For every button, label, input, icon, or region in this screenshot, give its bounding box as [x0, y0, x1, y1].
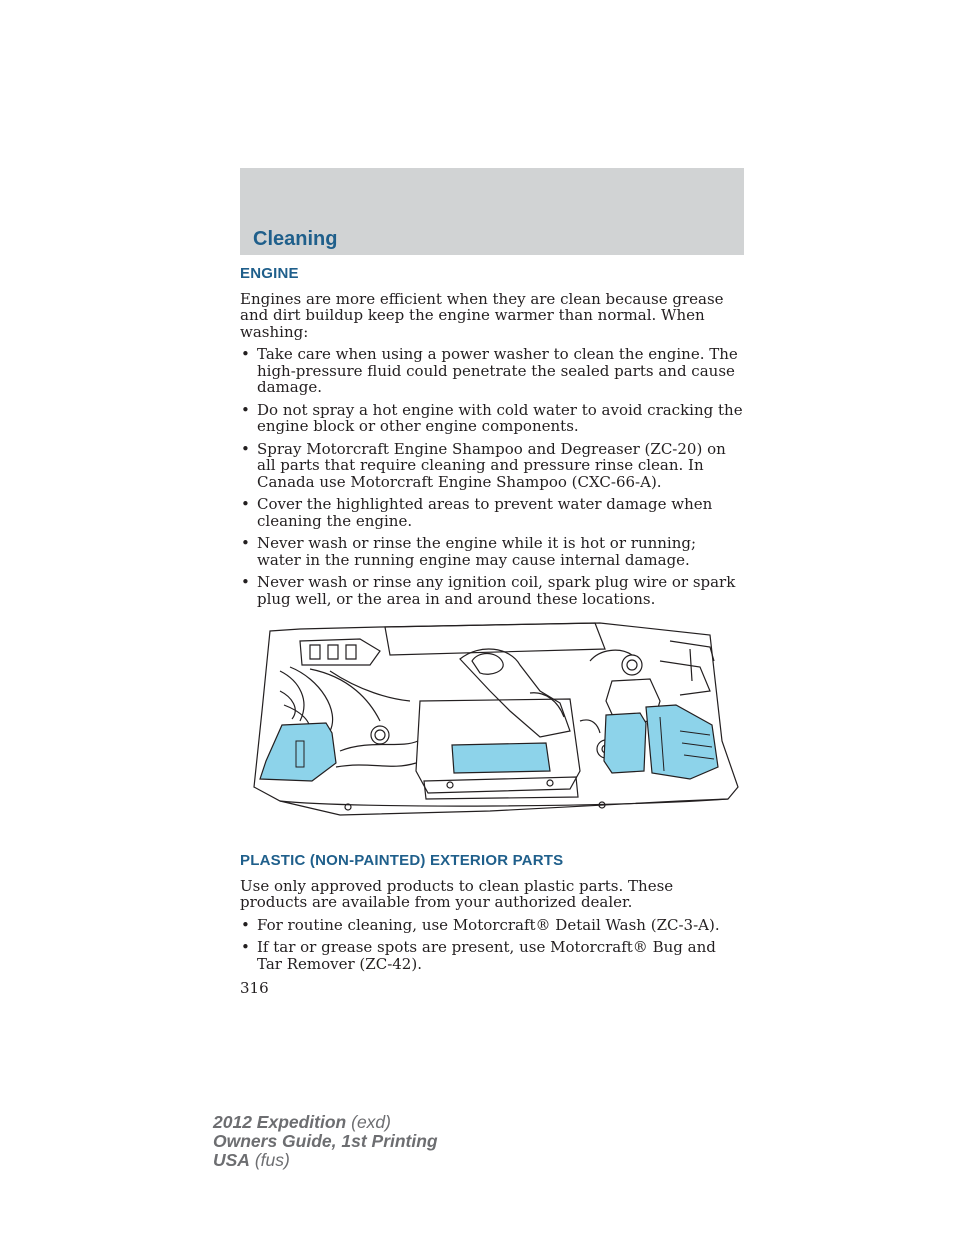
- footer-line-1: [213, 1113, 438, 1132]
- plastic-intro: Use only approved products to clean plastic parts. These products are available from your authorized dealer.: [240, 876, 674, 911]
- footer-line-3: [213, 1151, 438, 1170]
- list-item: • For routine cleaning, use Motorcraft® Detail Wash (ZC-3-A).: [240, 917, 744, 934]
- page-number: 316: [240, 979, 269, 997]
- document-footer: [213, 1113, 438, 1170]
- footer-market-code: (fus): [249, 1150, 290, 1170]
- list-item: • Never wash or rinse any ignition coil, spark plug wire or spark plug well, or the area in and around these locations.: [240, 574, 744, 607]
- engine-compartment-illustration: [240, 621, 744, 823]
- list-item: • Take care when using a power washer to clean the engine. The high-pressure fluid could penetrate the sealed parts and cause damage.: [240, 346, 744, 396]
- engine-heading: ENGINE: [240, 265, 299, 282]
- footer-model-code: (exd): [346, 1112, 391, 1132]
- plastic-bullet-list: [240, 917, 744, 973]
- footer-market: USA: [213, 1150, 250, 1170]
- footer-line-2: Owners Guide, 1st Printing: [213, 1131, 438, 1151]
- footer-model: 2012 Expedition: [213, 1112, 347, 1132]
- plastic-heading: PLASTIC (NON-PAINTED) EXTERIOR PARTS: [240, 852, 564, 869]
- list-item: • Cover the highlighted areas to prevent water damage when cleaning the engine.: [240, 496, 744, 529]
- list-item: • Spray Motorcraft Engine Shampoo and Degreaser (ZC-20) on all parts that require cleaning and pressure rinse clean. In Canada use Motorcraft Engine Shampoo (CXC-66-A).: [240, 441, 744, 491]
- list-item: • If tar or grease spots are present, use Motorcraft® Bug and Tar Remover (ZC-42).: [240, 939, 744, 972]
- list-item: • Never wash or rinse the engine while it is hot or running; water in the running engine may cause internal damage.: [240, 535, 744, 568]
- section-title: Cleaning: [253, 228, 338, 250]
- list-item: • Do not spray a hot engine with cold water to avoid cracking the engine block or other engine components.: [240, 402, 744, 435]
- page-content: [240, 266, 744, 997]
- engine-bullet-list: [240, 346, 744, 607]
- engine-diagram: [240, 621, 744, 823]
- engine-intro: Engines are more efficient when they are clean because grease and dirt buildup keep the engine warmer than normal. When washing:: [240, 289, 724, 341]
- section-header-band: [240, 168, 744, 255]
